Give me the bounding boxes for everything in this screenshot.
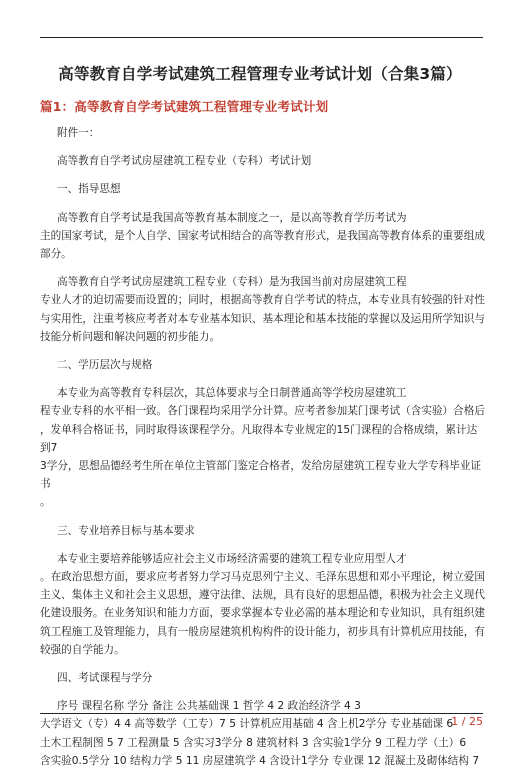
header-rule xyxy=(40,37,483,38)
attachment-label: 附件一： xyxy=(57,127,100,139)
paragraph-line: 专业人才的迫切需要而设置的；同时，根据高等教育自学考试的特点，本专业具有较强的针对性 xyxy=(40,294,485,307)
paragraph-line: 程专业专科的水平相一致。各门课程均采用学分计算。应考者参加某门课考试（含实验）合格后 xyxy=(40,405,485,418)
paragraph-line: 化建设服务。在业务知识和能力方面，要求掌握本专业必需的基本理论和专业知识，具有组织建 xyxy=(40,607,485,620)
page-number: 1 / 25 xyxy=(451,715,483,728)
paragraph-line: 较强的自学能力。 xyxy=(40,643,125,656)
section-heading-3: 三、专业培养目标与基本要求 xyxy=(57,524,195,537)
section-subtitle: 篇1：高等教育自学考试建筑工程管理专业考试计划 xyxy=(40,99,329,114)
paragraph-line: 本专业主要培养能够适应社会主义市场经济需要的建筑工程专业应用型人才 xyxy=(57,552,407,565)
document-title: 高等教育自学考试建筑工程管理专业考试计划（合集3篇） xyxy=(58,65,462,83)
paragraph-line: 筑工程施工及管理能力，具有一般房屋建筑机构构件的设计能力，初步具有计算机应用技能，有 xyxy=(40,625,485,638)
paragraph-line: 主的国家考试，是个人自学、国家考试相结合的高等教育形式，是我国高等教育体系的重要组成 xyxy=(40,229,485,242)
paragraph-line: 主义、集体主义和社会主义思想，遵守法律、法规，具有良好的思想品德，积极为社会主义现代 xyxy=(40,589,485,602)
paragraph-line: 。 xyxy=(40,496,51,509)
paragraph-line: 与实用性，注重考核应考者对本专业基本知识、基本理论和基本技能的掌握以及运用所学知识与 xyxy=(40,312,485,325)
paragraph-line: ，发单科合格证书，同时取得该课程学分。凡取得本专业规定的15门课程的合格成绩，累计达到7 xyxy=(40,423,478,454)
section-heading-4: 四、考试课程与学分 xyxy=(57,672,153,685)
section-heading-1: 一、指导思想 xyxy=(57,183,121,196)
course-table-line: 土木工程制图 5 7 工程测量 5 含实习3学分 8 建筑材料 3 含实验1学分 9 工程力学（土）6 xyxy=(40,736,467,749)
course-table-line: 大学语文（专）4 4 高等数学（工专）7 5 计算机应用基础 4 含上机2学分 专业基础课 6 xyxy=(40,718,454,731)
plan-name: 高等教育自学考试房屋建筑工程专业（专科）考试计划 xyxy=(57,155,312,168)
footer-rule xyxy=(40,713,483,714)
paragraph-line: 高等教育自学考试房屋建筑工程专业（专科）是为我国当前对房屋建筑工程 xyxy=(57,276,407,289)
section-heading-2: 二、学历层次与规格 xyxy=(57,359,153,372)
paragraph-line: 本专业为高等教育专科层次，其总体要求与全日制普通高等学校房屋建筑工 xyxy=(57,387,407,400)
paragraph-line: 高等教育自学考试是我国高等教育基本制度之一，是以高等教育学历考试为 xyxy=(57,211,407,224)
paragraph-line: 3学分，思想品德经考生所在单位主管部门鉴定合格者，发给房屋建筑工程专业大学专科毕业证书 xyxy=(40,460,482,491)
paragraph-line: 技能分析问题和解决问题的初步能力。 xyxy=(40,330,221,343)
paragraph-line: 部分。 xyxy=(40,248,72,261)
paragraph-line: 。在政治思想方面，要求应考者努力学习马克思列宁主义、毛泽东思想和邓小平理论，树立爱国 xyxy=(40,571,485,584)
course-table-line: 含实验0.5学分 10 结构力学 5 11 房屋建筑学 4 含设计1学分 专业课 12 混凝土及砌体结构 7 xyxy=(40,754,480,767)
course-table-line: 序号 课程名称 学分 备注 公共基础课 1 哲学 4 2 政治经济学 4 3 xyxy=(57,700,361,713)
document-body xyxy=(40,124,485,770)
